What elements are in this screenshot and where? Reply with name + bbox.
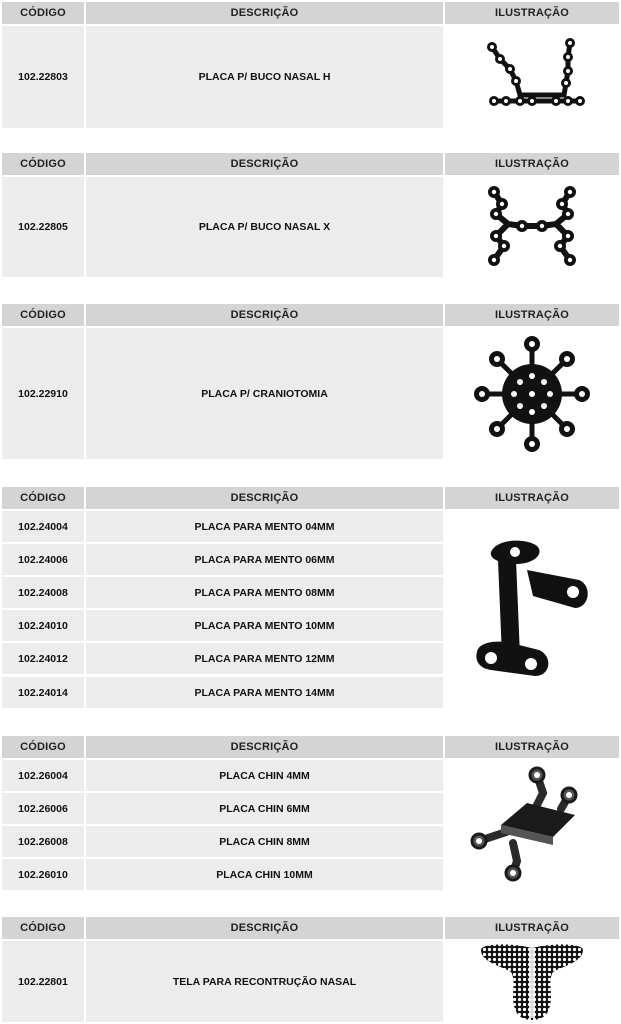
header-descricao: DESCRIÇÃO (86, 736, 443, 758)
code-cell: 102.22910 (2, 328, 84, 459)
description-cell: PLACA PARA MENTO 08MM (86, 577, 443, 608)
header-descricao: DESCRIÇÃO (86, 917, 443, 939)
description-cell: PLACA CHIN 10MM (86, 859, 443, 890)
nasal-mesh-icon (445, 941, 619, 1022)
description-cell: PLACA P/ BUCO NASAL H (86, 26, 443, 128)
description-cell: PLACA PARA MENTO 04MM (86, 511, 443, 542)
code-cell: 102.22801 (2, 941, 84, 1022)
code-cell: 102.24012 (2, 643, 84, 674)
header-descricao: DESCRIÇÃO (86, 2, 443, 24)
buco-nasal-h-plate-icon (445, 26, 619, 128)
header-codigo: CÓDIGO (2, 487, 84, 509)
description-cell: PLACA PARA MENTO 12MM (86, 643, 443, 674)
product-table-4 (2, 487, 619, 708)
header-codigo: CÓDIGO (2, 304, 84, 326)
code-cell: 102.24004 (2, 511, 84, 542)
description-cell: PLACA PARA MENTO 06MM (86, 544, 443, 575)
table-header (2, 2, 619, 24)
header-ilustracao: ILUSTRAÇÃO (445, 487, 619, 509)
header-ilustracao: ILUSTRAÇÃO (445, 736, 619, 758)
code-cell: 102.26010 (2, 859, 84, 890)
code-cell: 102.24014 (2, 677, 84, 708)
table-header (2, 487, 619, 509)
description-cell: PLACA CHIN 4MM (86, 760, 443, 791)
header-ilustracao: ILUSTRAÇÃO (445, 153, 619, 175)
table-header (2, 153, 619, 175)
table-header (2, 304, 619, 326)
buco-nasal-x-plate-icon (445, 177, 619, 277)
header-descricao: DESCRIÇÃO (86, 487, 443, 509)
code-cell: 102.26008 (2, 826, 84, 857)
chin-plate-angled-icon (445, 760, 619, 890)
code-cell: 102.24008 (2, 577, 84, 608)
header-codigo: CÓDIGO (2, 153, 84, 175)
header-codigo: CÓDIGO (2, 736, 84, 758)
description-cell: TELA PARA RECONTRUÇÃO NASAL (86, 941, 443, 1022)
description-cell: PLACA P/ BUCO NASAL X (86, 177, 443, 277)
description-cell: PLACA PARA MENTO 14MM (86, 677, 443, 708)
chin-plate-icon (445, 511, 619, 708)
description-cell: PLACA P/ CRANIOTOMIA (86, 328, 443, 459)
table-header (2, 736, 619, 758)
table-header (2, 917, 619, 939)
product-table-2 (2, 153, 619, 277)
header-descricao: DESCRIÇÃO (86, 153, 443, 175)
description-cell: PLACA CHIN 6MM (86, 793, 443, 824)
code-cell: 102.26006 (2, 793, 84, 824)
description-cell: PLACA PARA MENTO 10MM (86, 610, 443, 641)
code-cell: 102.22805 (2, 177, 84, 277)
product-table-1 (2, 2, 619, 128)
description-cell: PLACA CHIN 8MM (86, 826, 443, 857)
product-table-3 (2, 304, 619, 459)
header-descricao: DESCRIÇÃO (86, 304, 443, 326)
product-table-6 (2, 917, 619, 1022)
code-cell: 102.22803 (2, 26, 84, 128)
header-codigo: CÓDIGO (2, 917, 84, 939)
craniotomy-plate-icon (445, 328, 619, 459)
code-cell: 102.24006 (2, 544, 84, 575)
header-ilustracao: ILUSTRAÇÃO (445, 917, 619, 939)
product-table-5 (2, 736, 619, 890)
code-cell: 102.26004 (2, 760, 84, 791)
header-ilustracao: ILUSTRAÇÃO (445, 304, 619, 326)
code-cell: 102.24010 (2, 610, 84, 641)
header-ilustracao: ILUSTRAÇÃO (445, 2, 619, 24)
header-codigo: CÓDIGO (2, 2, 84, 24)
